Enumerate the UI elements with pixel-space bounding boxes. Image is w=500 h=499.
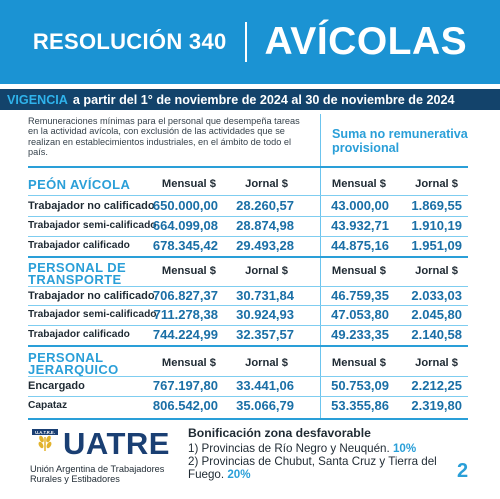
col-header-mensual: Mensual $ xyxy=(161,357,216,369)
row-label: Trabajador calificado xyxy=(28,240,130,251)
table-row xyxy=(28,216,468,237)
logo-subtitle xyxy=(30,464,164,484)
row-label: Trabajador semi-calificado xyxy=(28,309,157,320)
snr-mensual-value: 49.233,35 xyxy=(331,327,389,342)
snr-jornal-value: 2.319,80 xyxy=(411,398,462,413)
col-header-snr-jornal: Jornal $ xyxy=(415,265,458,277)
page-number: 2 xyxy=(457,460,469,482)
section-title-line1: PERSONAL DE xyxy=(28,260,127,275)
table-row xyxy=(28,286,468,307)
table-row xyxy=(28,396,468,417)
table-row xyxy=(28,376,468,397)
mensual-value: 711.278,38 xyxy=(153,307,218,322)
wheat-emblem-icon xyxy=(30,429,60,453)
header-banner xyxy=(0,0,500,84)
section-title xyxy=(28,352,119,375)
col-header-mensual: Mensual $ xyxy=(161,265,216,277)
bonificacion-item-1 xyxy=(188,442,438,455)
section-header-personal-transporte xyxy=(28,257,468,287)
col-header-snr-jornal: Jornal $ xyxy=(415,178,458,190)
bonificacion-item-2 xyxy=(188,455,438,481)
col-header-snr-mensual: Mensual $ xyxy=(331,178,386,190)
mensual-value: 650.000,00 xyxy=(152,198,218,213)
header-divider xyxy=(245,22,247,62)
snr-mensual-value: 43.000,00 xyxy=(331,198,389,213)
bonificacion-item-text: 1) Provincias de Río Negro y Neuquén. xyxy=(188,442,390,455)
snr-jornal-value: 1.951,09 xyxy=(411,238,462,253)
logo-name: UATRE xyxy=(63,426,170,461)
mensual-value: 744.224,99 xyxy=(152,327,218,342)
jornal-value: 28.260,57 xyxy=(236,198,294,213)
row-label: Trabajador semi-calificado xyxy=(28,220,157,231)
col-header-jornal: Jornal $ xyxy=(245,265,288,277)
row-label: Capataz xyxy=(28,400,68,411)
category-title: AVÍCOLAS xyxy=(264,20,468,63)
suma-no-remunerativa-title: Suma no remunerativa provisional xyxy=(332,127,468,155)
bonificacion-title: Bonificación zona desfavorable xyxy=(188,426,371,440)
snr-jornal-value: 2.033,03 xyxy=(411,288,462,303)
col-header-snr-jornal: Jornal $ xyxy=(415,357,458,369)
section-title-line2: JERARQUICO xyxy=(28,361,119,377)
vigencia-text: a partir del 1° de noviembre de 2024 al 30 de noviembre de 2024 xyxy=(72,92,455,107)
jornal-value: 33.441,06 xyxy=(236,378,294,393)
snr-mensual-value: 53.355,86 xyxy=(331,398,389,413)
jornal-value: 30.924,93 xyxy=(236,307,294,322)
table-row xyxy=(28,305,468,326)
logo-subtitle-line1: Unión Argentina de Trabajadores xyxy=(30,464,165,474)
section-title-line1: PERSONAL xyxy=(28,350,104,365)
mensual-value: 767.197,80 xyxy=(152,378,218,393)
vigencia-label: VIGENCIA xyxy=(7,92,68,107)
resolution-title: RESOLUCIÓN 340 xyxy=(32,29,227,54)
jornal-value: 35.066,79 xyxy=(236,398,294,413)
jornal-value: 32.357,57 xyxy=(236,327,294,342)
snr-mensual-value: 50.753,09 xyxy=(331,378,389,393)
snr-mensual-value: 44.875,16 xyxy=(331,238,389,253)
snr-mensual-value: 47.053,80 xyxy=(331,307,389,322)
vigencia-bar xyxy=(0,89,500,110)
table-row xyxy=(28,325,468,346)
mensual-value: 806.542,00 xyxy=(152,398,218,413)
mensual-value: 664.099,08 xyxy=(152,218,218,233)
col-header-snr-mensual: Mensual $ xyxy=(331,265,386,277)
jornal-value: 29.493,28 xyxy=(236,238,294,253)
table-row xyxy=(28,196,468,217)
table-row xyxy=(28,236,468,257)
col-header-snr-mensual: Mensual $ xyxy=(331,357,386,369)
section-title xyxy=(28,262,126,285)
col-header-jornal: Jornal $ xyxy=(245,357,288,369)
section-header-personal-jerarquico xyxy=(28,347,468,377)
jornal-value: 28.874,98 xyxy=(236,218,294,233)
logo-subtitle-line2: Rurales y Estibadores xyxy=(30,474,120,484)
bonificacion-item-pct: 10% xyxy=(392,442,417,455)
logo-badge-text: U.A.T.R.E. xyxy=(35,429,55,435)
uatre-logo xyxy=(26,427,176,487)
bonificacion-item-text: 2) Provincias de Chubut, Santa Cruz y Tierra del Fuego. xyxy=(188,455,437,481)
snr-jornal-value: 2.045,80 xyxy=(411,307,462,322)
snr-jornal-value: 2.212,25 xyxy=(411,378,462,393)
mensual-value: 678.345,42 xyxy=(152,238,218,253)
col-header-jornal: Jornal $ xyxy=(245,178,288,190)
bonificacion-item-pct: 20% xyxy=(227,468,251,481)
row-label: Trabajador no calificado xyxy=(28,200,155,212)
snr-jornal-value: 1.910,19 xyxy=(411,218,462,233)
snr-mensual-value: 43.932,71 xyxy=(331,218,389,233)
col-header-mensual: Mensual $ xyxy=(161,178,216,190)
snr-jornal-value: 2.140,58 xyxy=(411,327,462,342)
snr-jornal-value: 1.869,55 xyxy=(411,198,462,213)
mensual-value: 706.827,37 xyxy=(152,288,218,303)
row-label: Trabajador no calificado xyxy=(28,290,155,302)
section-title: PEÓN AVÍCOLA xyxy=(28,176,131,192)
row-label: Trabajador calificado xyxy=(28,329,130,340)
section-header-peon-avicola xyxy=(28,164,468,194)
row-label: Encargado xyxy=(28,380,85,392)
section-title-line2: TRANSPORTE xyxy=(28,271,122,287)
jornal-value: 30.731,84 xyxy=(236,288,294,303)
intro-text: Remuneraciones mínimas para el personal que desempeña tareas en la actividad avícola, con exclusión de las actividades que se realizan en establecimientos industriales, en el ámbito de todo el país. xyxy=(28,116,300,158)
bonificacion-box xyxy=(188,426,438,481)
section-rule xyxy=(28,418,468,420)
snr-mensual-value: 46.759,35 xyxy=(331,288,389,303)
